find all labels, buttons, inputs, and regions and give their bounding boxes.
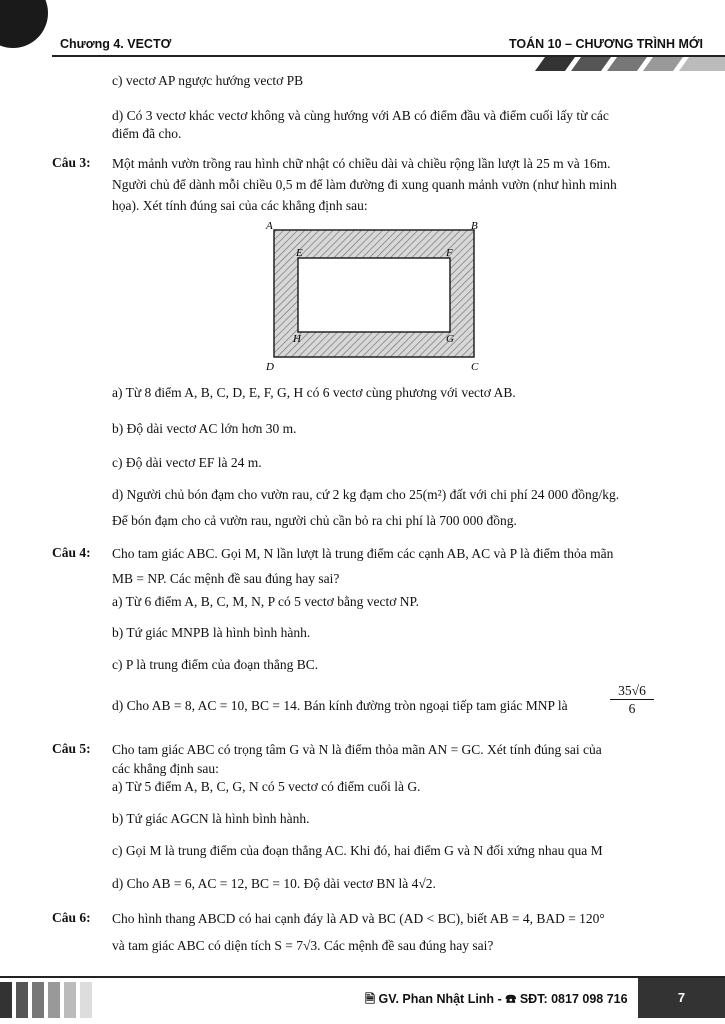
chapter-title: Chương 4. VECTƠ xyxy=(60,37,172,51)
label-F: F xyxy=(446,247,453,259)
q5-b: b) Tứ giác AGCN là hình bình hành. xyxy=(112,811,310,826)
q3-text: Một mảnh vườn trồng rau hình chữ nhật có chiều dài và chiều rộng lần lượt là 25 m và 16m. xyxy=(112,156,611,171)
q5-a: a) Từ 5 điểm A, B, C, G, N có 5 vectơ có điểm cuối là G. xyxy=(112,779,421,794)
label-E: E xyxy=(296,247,303,259)
inner-rectangle xyxy=(298,258,450,332)
line-c: c) vectơ AP ngược hướng vectơ PB xyxy=(112,73,304,88)
label-A: A xyxy=(266,220,273,232)
question-5-label: Câu 5: xyxy=(52,741,91,756)
q4-a: a) Từ 6 điểm A, B, C, M, N, P có 5 vectơ bằng vectơ NP. xyxy=(112,594,419,609)
course-title: TOÁN 10 – CHƯƠNG TRÌNH MỚI xyxy=(509,37,703,51)
garden-figure xyxy=(260,218,490,373)
teacher-name: GV. Phan Nhật Linh xyxy=(378,992,495,1006)
q5-text: các khẳng định sau: xyxy=(112,761,219,776)
phone-number: SĐT: 0817 098 716 xyxy=(519,992,628,1006)
footer-bars xyxy=(0,982,110,1018)
phone-icon: ☎ xyxy=(505,992,517,1006)
label-G: G xyxy=(446,333,454,345)
logo xyxy=(0,0,48,48)
q4-d: d) Cho AB = 8, AC = 10, BC = 14. Bán kính đường tròn ngoại tiếp tam giác MNP là xyxy=(112,698,568,713)
question-4-label: Câu 4: xyxy=(52,545,91,560)
document-icon: 🗎 xyxy=(365,992,376,1006)
separator: - xyxy=(497,992,506,1006)
fraction-denominator: 6 xyxy=(628,701,636,716)
q3-d: d) Người chủ bón đạm cho vườn rau, cứ 2 kg đạm cho 25(m²) đất với chi phí 24 000 đồng/kg. xyxy=(112,487,620,502)
q3-a: a) Từ 8 điểm A, B, C, D, E, F, G, H có 6 vectơ cùng phương với vectơ AB. xyxy=(112,385,516,400)
footer-rule xyxy=(0,976,725,978)
label-D: D xyxy=(266,361,274,373)
q3-b: b) Độ dài vectơ AC lớn hơn 30 m. xyxy=(112,421,297,436)
line-d: d) Có 3 vectơ khác vectơ không và cùng hướng với AB có điểm đầu và điểm cuối lấy từ các xyxy=(112,108,609,123)
header-stripes xyxy=(515,57,725,71)
q5-text: Cho tam giác ABC có trọng tâm G và N là điểm thỏa mãn AN = GC. Xét tính đúng sai của xyxy=(112,742,602,757)
q3-d-cont: Để bón đạm cho cả vườn rau, người chủ cần bỏ ra chi phí là 700 000 đồng. xyxy=(112,513,517,528)
page-number: 7 xyxy=(638,978,725,1018)
q3-c: c) Độ dài vectơ EF là 24 m. xyxy=(112,455,262,470)
footer-contact xyxy=(365,990,628,1011)
q6-text: và tam giác ABC có diện tích S = 7√3. Các mệnh đề sau đúng hay sai? xyxy=(112,938,494,953)
question-3-label: Câu 3: xyxy=(52,155,91,170)
line-d-cont: điểm đã cho. xyxy=(112,126,182,141)
label-H: H xyxy=(293,333,301,345)
radius-fraction xyxy=(610,682,654,717)
q6-text: Cho hình thang ABCD có hai cạnh đáy là AD và BC (AD < BC), biết AB = 4, BAD = 120° xyxy=(112,911,605,926)
q4-b: b) Tứ giác MNPB là hình bình hành. xyxy=(112,625,311,640)
q5-d: d) Cho AB = 6, AC = 12, BC = 10. Độ dài vectơ BN là 4√2. xyxy=(112,876,436,891)
q3-text: Người chủ để dành mỗi chiều 0,5 m để làm đường đi xung quanh mảnh vườn (như hình minh xyxy=(112,177,617,192)
fraction-numerator: 35√6 xyxy=(610,682,654,700)
q5-c: c) Gọi M là trung điểm của đoạn thẳng AC. Khi đó, hai điểm G và N đối xứng nhau qua M xyxy=(112,843,603,858)
question-6-label: Câu 6: xyxy=(52,910,91,925)
q4-text: MB = NP. Các mệnh đề sau đúng hay sai? xyxy=(112,571,340,586)
label-B: B xyxy=(471,220,478,232)
label-C: C xyxy=(471,361,479,373)
q3-text: họa). Xét tính đúng sai của các khẳng định sau: xyxy=(112,198,368,213)
q4-text: Cho tam giác ABC. Gọi M, N lần lượt là trung điểm các cạnh AB, AC và P là điểm thỏa mãn xyxy=(112,546,614,561)
q4-c: c) P là trung điểm của đoạn thẳng BC. xyxy=(112,657,319,672)
